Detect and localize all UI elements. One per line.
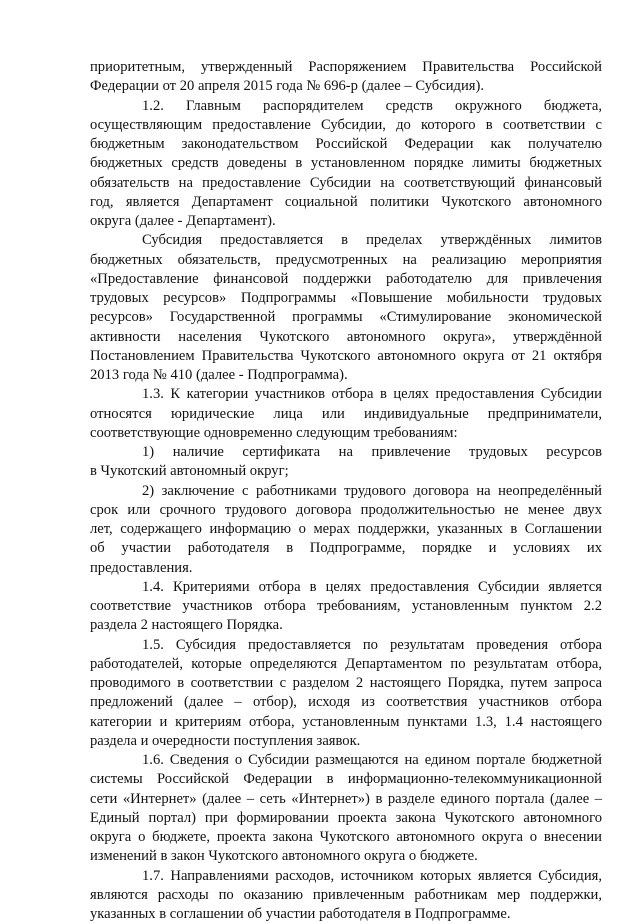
- text-line: трудовых ресурсов» Подпрограммы «Повышение мобильности трудовых: [90, 289, 602, 308]
- text-line: «Предоставление финансовой поддержки работодателю для привлечения: [90, 270, 602, 289]
- text-line: сети «Интернет» (далее – сеть «Интернет») в разделе единого портала (далее –: [90, 790, 602, 809]
- text-line: Федерации от 20 апреля 2015 года № 696-р (далее – Субсидия).: [90, 77, 602, 96]
- text-line: 1.3. К категории участников отбора в целях предоставления Субсидии: [90, 385, 602, 404]
- text-line: 1.7. Направлениями расходов, источником которых является Субсидия,: [90, 867, 602, 886]
- text-line: предложений (далее – отбор), исходя из соответствия участников отбора: [90, 693, 602, 712]
- paragraph: [90, 578, 602, 636]
- paragraph: [90, 867, 602, 924]
- paragraph: [90, 231, 602, 385]
- text-line: Единый портал) при формировании проекта закона Чукотского автономного: [90, 809, 602, 828]
- paragraph: [90, 636, 602, 752]
- text-line: 2013 года № 410 (далее - Подпрограмма).: [90, 366, 602, 385]
- text-line: округа (далее - Департамент).: [90, 212, 602, 231]
- text-line: соответствующие одновременно следующим требованиям:: [90, 424, 602, 443]
- text-line: 1) наличие сертификата на привлечение трудовых ресурсов: [90, 443, 602, 462]
- text-line: срок или срочного трудового договора продолжительностью не менее двух: [90, 501, 602, 520]
- document-body: [90, 58, 602, 924]
- text-line: являются расходы по оказанию привлеченным работникам мер поддержки,: [90, 886, 602, 905]
- text-line: 1.4. Критериями отбора в целях предоставления Субсидии является: [90, 578, 602, 597]
- text-line: соответствие участников отбора требованиям, установленным пунктом 2.2: [90, 597, 602, 616]
- text-line: Постановлением Правительства Чукотского автономного округа от 21 октября: [90, 347, 602, 366]
- text-line: год, является Департамент социальной политики Чукотского автономного: [90, 193, 602, 212]
- text-line: раздела 2 настоящего Порядка.: [90, 616, 602, 635]
- paragraph: [90, 385, 602, 443]
- text-line: раздела и очередности поступления заявок.: [90, 732, 602, 751]
- paragraph: [90, 58, 602, 97]
- text-line: лет, содержащего информацию о мерах поддержки, указанных в Соглашении: [90, 520, 602, 539]
- text-line: относятся юридические лица или индивидуальные предприниматели,: [90, 405, 602, 424]
- text-line: категории и критериям отбора, установленным пунктами 1.3, 1.4 настоящего: [90, 713, 602, 732]
- text-line: бюджетных обязательств, предусмотренных на реализацию мероприятия: [90, 251, 602, 270]
- paragraph: [90, 443, 602, 482]
- text-line: 1.6. Сведения о Субсидии размещаются на едином портале бюджетной: [90, 751, 602, 770]
- text-line: ресурсов» Государственной программы «Стимулирование экономической: [90, 308, 602, 327]
- text-line: 1.5. Субсидия предоставляется по результатам проведения отбора: [90, 636, 602, 655]
- text-line: Субсидия предоставляется в пределах утверждённых лимитов: [90, 231, 602, 250]
- text-line: работодателей, которые определяются Департаментом по результатам отбора,: [90, 655, 602, 674]
- paragraph: [90, 482, 602, 578]
- text-line: 1.2. Главным распорядителем средств окружного бюджета,: [90, 97, 602, 116]
- text-line: 2) заключение с работниками трудового договора на неопределённый: [90, 482, 602, 501]
- text-line: округа о бюджете, проекта закона Чукотского автономного округа о внесении: [90, 828, 602, 847]
- text-line: проводимого в соответствии с разделом 2 настоящего Порядка, путем запроса: [90, 674, 602, 693]
- text-line: активности населения Чукотского автономного округа», утверждённой: [90, 328, 602, 347]
- text-line: в Чукотский автономный округ;: [90, 462, 602, 481]
- text-line: бюджетных средств доведены в установленном порядке лимиты бюджетных: [90, 154, 602, 173]
- text-line: изменений в закон Чукотского автономного округа о бюджете.: [90, 847, 602, 866]
- paragraph: [90, 97, 602, 232]
- text-line: бюджетным законодательством Российской Федерации как получателю: [90, 135, 602, 154]
- text-line: указанных в соглашении об участии работодателя в Подпрограмме.: [90, 905, 602, 924]
- text-line: обязательств на предоставление Субсидии на соответствующий финансовый: [90, 174, 602, 193]
- text-line: приоритетным, утвержденный Распоряжением Правительства Российской: [90, 58, 602, 77]
- text-line: об участии работодателя в Подпрограмме, порядке и условиях их: [90, 539, 602, 558]
- text-line: осуществляющим предоставление Субсидии, до которого в соответствии с: [90, 116, 602, 135]
- text-line: системы Российской Федерации в информационно-телекоммуникационной: [90, 770, 602, 789]
- paragraph: [90, 751, 602, 867]
- text-line: предоставления.: [90, 559, 602, 578]
